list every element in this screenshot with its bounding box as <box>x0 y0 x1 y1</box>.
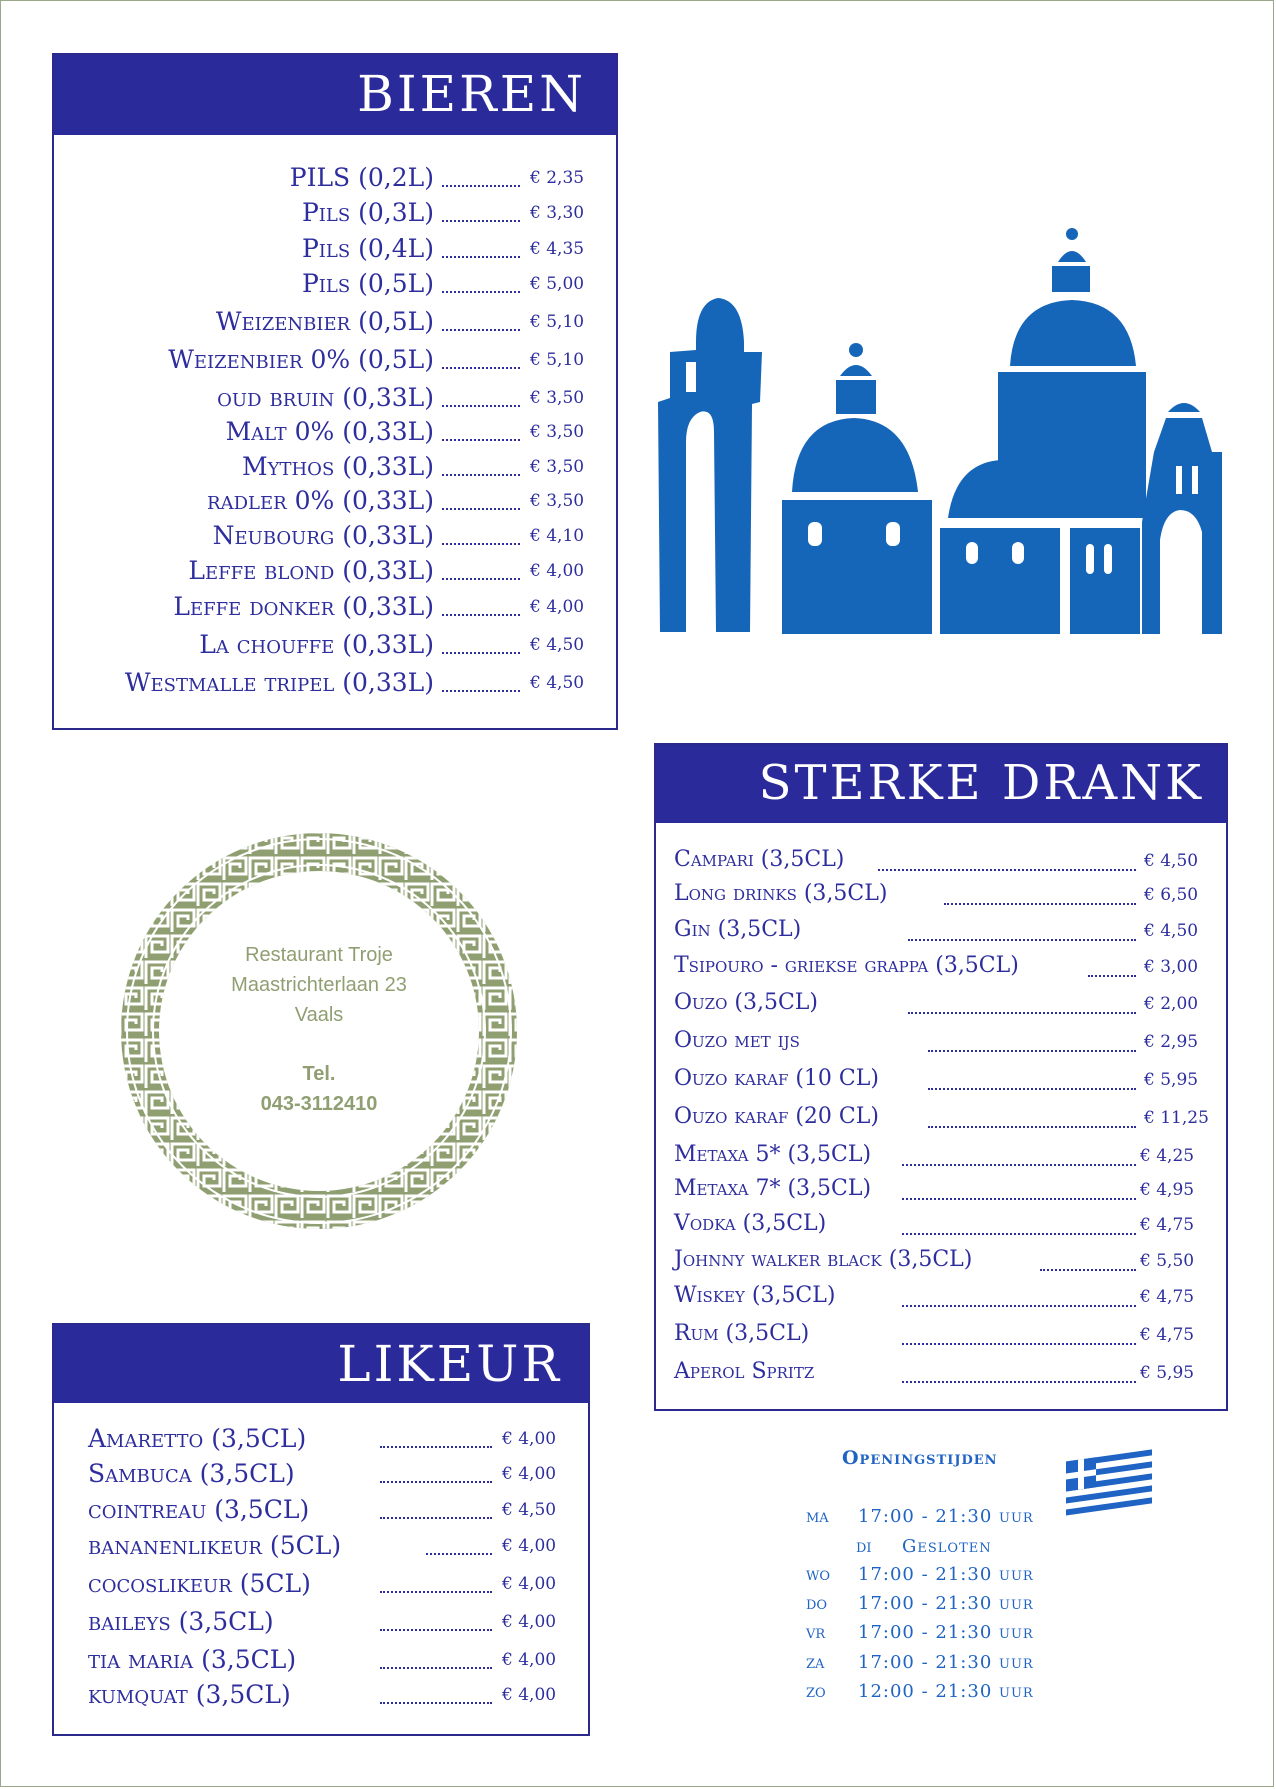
bieren-panel <box>52 53 618 730</box>
menu-item <box>656 1211 1226 1241</box>
leader-dots <box>380 1629 492 1631</box>
leader-dots <box>442 439 520 441</box>
sterke-drank-title: STERKE DRANK <box>656 745 1226 823</box>
item-name: cointreau (3,5CL) <box>88 1495 310 1524</box>
greek-key-seal <box>118 830 520 1232</box>
item-price: € 11,25 <box>1144 1108 1209 1128</box>
leader-dots <box>442 291 520 293</box>
item-price: € 4,10 <box>530 526 585 546</box>
item-price: € 4,00 <box>530 561 585 581</box>
item-name: Pils (0,4L) <box>301 234 434 263</box>
item-name: Pils (0,3L) <box>301 198 434 227</box>
item-name: Sambuca (3,5CL) <box>88 1459 295 1488</box>
item-name: Mythos (0,33L) <box>242 452 434 481</box>
leader-dots <box>442 367 520 369</box>
leader-dots <box>380 1667 492 1669</box>
item-name: oud bruin (0,33L) <box>217 383 434 412</box>
item-price: € 4,00 <box>530 597 585 617</box>
hours-day: ma <box>806 1506 829 1527</box>
leader-dots <box>928 1126 1136 1128</box>
leader-dots <box>380 1517 492 1519</box>
item-name: Gin (3,5CL) <box>674 917 802 942</box>
openingstijden-title: Openingstijden <box>842 1447 998 1469</box>
item-name: Weizenbier 0% (0,5L) <box>168 345 434 374</box>
item-name: Weizenbier (0,5L) <box>215 307 434 336</box>
leader-dots <box>928 1050 1136 1052</box>
leader-dots <box>908 939 1136 941</box>
leader-dots <box>442 690 520 692</box>
leader-dots <box>928 1088 1136 1090</box>
item-name: Ouzo karaf (20 CL) <box>674 1104 879 1129</box>
menu-item <box>656 847 1226 877</box>
menu-item <box>656 1066 1226 1096</box>
restaurant-name: Restaurant Troje <box>245 944 393 966</box>
item-price: € 4,50 <box>530 673 585 693</box>
menu-item <box>54 521 616 551</box>
menu-item <box>656 1247 1226 1277</box>
menu-item <box>656 917 1226 947</box>
leader-dots <box>902 1343 1136 1345</box>
hours-day: wo <box>806 1564 831 1585</box>
leader-dots <box>442 578 520 580</box>
item-price: € 6,50 <box>1144 885 1199 905</box>
leader-dots <box>944 903 1136 905</box>
menu-item <box>656 1176 1226 1206</box>
item-name: Ouzo met ijs <box>674 1028 800 1053</box>
item-name: Leffe blond (0,33L) <box>188 556 434 585</box>
tel-number: 043-3112410 <box>260 1093 378 1115</box>
menu-item <box>54 383 616 413</box>
item-name: Vodka (3,5CL) <box>674 1211 827 1236</box>
menu-item <box>54 1424 588 1454</box>
item-price: € 3,50 <box>530 388 585 408</box>
central-lantern <box>1052 266 1090 292</box>
menu-item <box>54 163 616 193</box>
item-name: kumquat (3,5CL) <box>88 1680 291 1709</box>
menu-item <box>54 556 616 586</box>
leader-dots <box>442 256 520 258</box>
leader-dots <box>442 329 520 331</box>
leader-dots <box>902 1381 1136 1383</box>
leader-dots <box>442 543 520 545</box>
leader-dots <box>380 1481 492 1483</box>
item-price: € 4,50 <box>1144 851 1199 871</box>
item-price: € 4,00 <box>502 1685 557 1705</box>
item-name: Westmalle tripel (0,33L) <box>124 668 434 697</box>
item-price: € 4,75 <box>1140 1215 1195 1235</box>
item-name: baileys (3,5CL) <box>88 1607 274 1636</box>
left-dome-lantern <box>836 380 876 414</box>
leader-dots <box>442 652 520 654</box>
item-price: € 4,00 <box>502 1574 557 1594</box>
menu-item <box>54 1569 588 1599</box>
hours-time: 17:00 - 21:30 uur <box>858 1593 1034 1614</box>
leader-dots <box>1040 1269 1136 1271</box>
item-name: Ouzo karaf (10 CL) <box>674 1066 879 1091</box>
right-building <box>940 528 1060 634</box>
item-price: € 5,95 <box>1144 1070 1199 1090</box>
item-name: cocoslikeur (5CL) <box>88 1569 311 1598</box>
menu-item <box>54 234 616 264</box>
menu-item <box>54 1459 588 1489</box>
item-price: € 5,10 <box>530 350 585 370</box>
leader-dots <box>442 614 520 616</box>
item-name: tia maria (3,5CL) <box>88 1645 297 1674</box>
item-name: radler 0% (0,33L) <box>207 486 434 515</box>
menu-item <box>656 881 1226 911</box>
item-price: € 4,35 <box>530 239 585 259</box>
item-price: € 4,00 <box>502 1650 557 1670</box>
item-price: € 4,00 <box>502 1429 557 1449</box>
item-price: € 4,75 <box>1140 1325 1195 1345</box>
right-tower <box>1142 418 1222 634</box>
leader-dots <box>902 1305 1136 1307</box>
leader-dots <box>380 1702 492 1704</box>
restaurant-city: Vaals <box>294 1004 344 1026</box>
menu-item <box>54 269 616 299</box>
leader-dots <box>442 508 520 510</box>
leader-dots <box>426 1553 492 1555</box>
item-name: Metaxa 7* (3,5CL) <box>674 1176 872 1201</box>
hours-day: do <box>806 1593 828 1614</box>
menu-item <box>54 417 616 447</box>
item-price: € 5,50 <box>1140 1251 1195 1271</box>
menu-item <box>656 1104 1226 1134</box>
likeur-title: LIKEUR <box>54 1325 588 1403</box>
tel-label: Tel. <box>302 1063 336 1085</box>
left-building <box>782 500 932 634</box>
item-price: € 4,75 <box>1140 1287 1195 1307</box>
item-price: € 4,00 <box>502 1612 557 1632</box>
hours-time: 12:00 - 21:30 uur <box>858 1681 1034 1702</box>
menu-item <box>656 990 1226 1020</box>
item-name: Wiskey (3,5CL) <box>674 1283 836 1308</box>
menu-item <box>656 1028 1226 1058</box>
central-dome <box>1010 300 1136 366</box>
leader-dots <box>380 1446 492 1448</box>
menu-item <box>54 1531 588 1561</box>
hours-time: 17:00 - 21:30 uur <box>858 1564 1034 1585</box>
item-name: La chouffe (0,33L) <box>199 630 434 659</box>
menu-item <box>54 1645 588 1675</box>
item-name: Long drinks (3,5CL) <box>674 881 888 906</box>
menu-item <box>656 1321 1226 1351</box>
item-name: bananenlikeur (5CL) <box>88 1531 342 1560</box>
bell-tower-shape <box>658 298 762 632</box>
hours-day: zo <box>806 1681 826 1702</box>
item-name: Rum (3,5CL) <box>674 1321 810 1346</box>
menu-item <box>656 1142 1226 1172</box>
item-price: € 4,50 <box>502 1500 557 1520</box>
item-price: € 4,25 <box>1140 1146 1195 1166</box>
item-name: Metaxa 5* (3,5CL) <box>674 1142 872 1167</box>
bieren-title: BIEREN <box>54 55 616 135</box>
menu-item <box>656 953 1226 983</box>
greek-flag-icon <box>1062 1448 1158 1518</box>
leader-dots <box>902 1198 1136 1200</box>
item-name: Pils (0,5L) <box>301 269 434 298</box>
leader-dots <box>902 1233 1136 1235</box>
item-price: € 2,00 <box>1144 994 1199 1014</box>
leader-dots <box>902 1164 1136 1166</box>
leader-dots <box>908 1012 1136 1014</box>
menu-item <box>54 345 616 375</box>
item-name: Amaretto (3,5CL) <box>88 1424 307 1453</box>
item-name: Johnny walker black (3,5CL) <box>674 1247 973 1272</box>
hours-day: za <box>806 1652 825 1673</box>
menu-item <box>54 592 616 622</box>
church-illustration <box>656 222 1226 642</box>
leader-dots <box>442 185 520 187</box>
item-name: PILS (0,2L) <box>289 163 434 192</box>
leader-dots <box>442 405 520 407</box>
menu-item <box>54 668 616 698</box>
menu-item <box>54 198 616 228</box>
menu-item <box>54 486 616 516</box>
menu-item <box>656 1359 1226 1389</box>
left-dome <box>792 418 918 492</box>
item-price: € 2,35 <box>530 168 585 188</box>
menu-item <box>54 1607 588 1637</box>
item-price: € 3,50 <box>530 422 585 442</box>
likeur-panel <box>52 1323 590 1736</box>
menu-item <box>54 307 616 337</box>
item-name: Ouzo (3,5CL) <box>674 990 818 1015</box>
item-price: € 4,00 <box>502 1464 557 1484</box>
menu-item <box>54 1680 588 1710</box>
leader-dots <box>1088 975 1136 977</box>
menu-item <box>54 630 616 660</box>
item-price: € 4,95 <box>1140 1180 1195 1200</box>
item-name: Malt 0% (0,33L) <box>225 417 434 446</box>
item-price: € 4,50 <box>1144 921 1199 941</box>
left-dome-top <box>840 365 872 376</box>
hours-time: 17:00 - 21:30 uur <box>858 1622 1034 1643</box>
item-price: € 4,00 <box>502 1536 557 1556</box>
item-price: € 5,00 <box>530 274 585 294</box>
leader-dots <box>380 1591 492 1593</box>
hours-day: di <box>856 1536 872 1557</box>
menu-item <box>54 452 616 482</box>
hours-time: 17:00 - 21:30 uur <box>858 1506 1034 1527</box>
item-price: € 4,50 <box>530 635 585 655</box>
item-price: € 3,50 <box>530 457 585 477</box>
item-price: € 3,00 <box>1144 957 1199 977</box>
item-price: € 5,95 <box>1140 1363 1195 1383</box>
restaurant-street: Maastrichterlaan 23 <box>231 974 407 996</box>
item-price: € 2,95 <box>1144 1032 1199 1052</box>
leader-dots <box>442 220 520 222</box>
item-name: Tsipouro - griekse grappa (3,5CL) <box>674 953 1019 978</box>
item-name: Leffe donker (0,33L) <box>173 592 434 621</box>
leader-dots <box>442 474 520 476</box>
item-name: Neubourg (0,33L) <box>212 521 434 550</box>
hours-time: Gesloten <box>902 1536 992 1557</box>
item-name: Aperol Spritz <box>674 1359 815 1384</box>
item-price: € 3,30 <box>530 203 585 223</box>
hours-time: 17:00 - 21:30 uur <box>858 1652 1034 1673</box>
item-name: Campari (3,5CL) <box>674 847 845 872</box>
menu-item <box>656 1283 1226 1313</box>
sterke-drank-panel <box>654 743 1228 1411</box>
leader-dots <box>878 869 1136 871</box>
item-price: € 3,50 <box>530 491 585 511</box>
hours-day: vr <box>806 1622 826 1643</box>
menu-item <box>54 1495 588 1525</box>
item-price: € 5,10 <box>530 312 585 332</box>
